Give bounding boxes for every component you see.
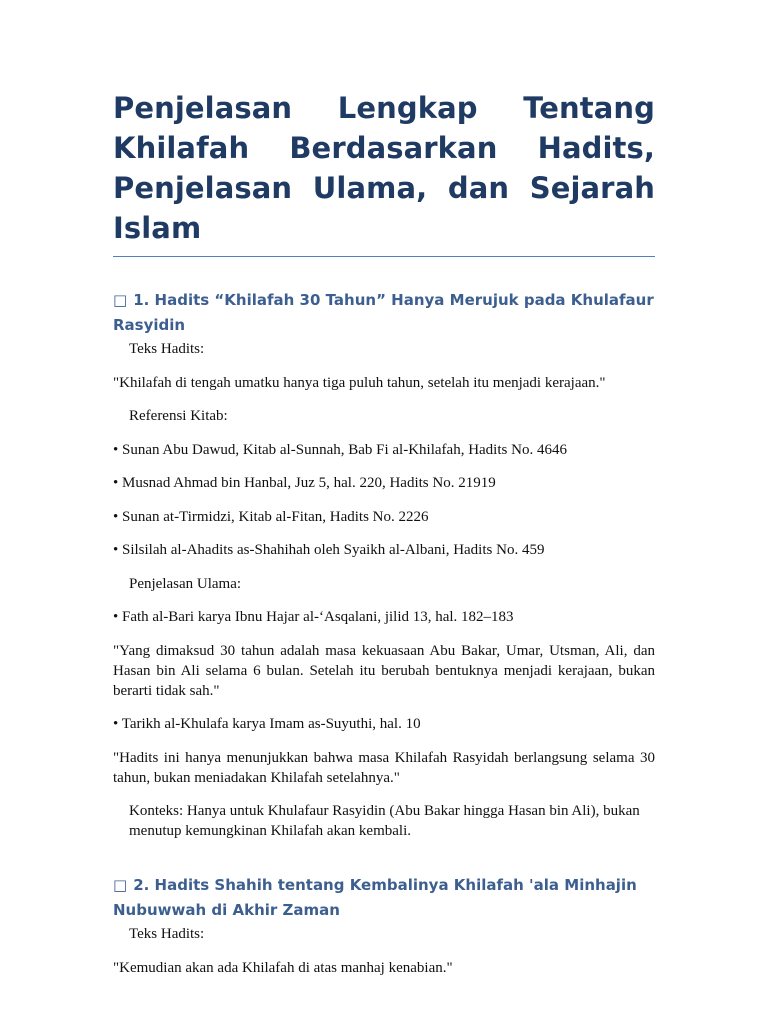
teks-hadits-label: Teks Hadits: — [129, 926, 205, 942]
ulama-quote: "Hadits ini hanya menunjukkan bahwa masa Khilafah Rasyidah berlangsung selama 30 tahun, bukan meniadakan Khilafah setelahnya." — [113, 749, 655, 786]
ulama-source-item: • Fath al-Bari karya Ibnu Hajar al-‘Asqalani, jilid 13, hal. 182–183 — [113, 609, 514, 625]
reference-item: • Sunan Abu Dawud, Kitab al-Sunnah, Bab Fi al-Khilafah, Hadits No. 4646 — [113, 441, 567, 458]
ulama-quote: "Yang dimaksud 30 tahun adalah masa kekuasaan Abu Bakar, Umar, Utsman, Ali, dan Hasan bin Ali selama 6 bulan. Setelah itu berubah bentuknya menjadi kerajaan, bukan berarti tidak sah." — [113, 642, 655, 699]
hadits-quote: "Kemudian akan ada Khilafah di atas manhaj kenabian." — [113, 959, 453, 976]
missing-glyph-icon: □ — [113, 291, 128, 309]
penjelasan-ulama-label: Penjelasan Ulama: — [129, 575, 242, 592]
section-2-heading — [113, 873, 655, 923]
konteks-paragraph: Konteks: Hanya untuk Khulafaur Rasyidin (Abu Bakar hingga Hasan bin Ali), bukan menutup kemungkinan Khilafah akan kembali. — [129, 803, 640, 839]
section-2-heading-text: 2. Hadits Shahih tentang Kembalinya Khilafah 'ala Minhajin Nubuwwah di Akhir Zaman — [113, 876, 637, 919]
reference-item: • Musnad Ahmad bin Hanbal, Juz 5, hal. 220, Hadits No. 21919 — [113, 475, 496, 491]
hadits-quote: "Khilafah di tengah umatku hanya tiga puluh tahun, setelah itu menjadi kerajaan." — [113, 374, 606, 391]
document-title: Penjelasan Lengkap Tentang Khilafah Berdasarkan Hadits, Penjelasan Ulama, dan Sejarah Islam — [113, 88, 655, 257]
referensi-kitab-label: Referensi Kitab: — [129, 408, 228, 424]
missing-glyph-icon: □ — [113, 876, 128, 894]
reference-item: • Sunan at-Tirmidzi, Kitab al-Fitan, Hadits No. 2226 — [113, 508, 429, 525]
ulama-source-item: • Tarikh al-Khulafa karya Imam as-Suyuthi, hal. 10 — [113, 716, 421, 732]
document-page — [113, 88, 655, 978]
section-1-heading — [113, 288, 655, 338]
reference-item: • Silsilah al-Ahadits as-Shahihah oleh Syaikh al-Albani, Hadits No. 459 — [113, 542, 545, 558]
section-1-heading-text: 1. Hadits “Khilafah 30 Tahun” Hanya Merujuk pada Khulafaur Rasyidin — [113, 291, 654, 334]
teks-hadits-label: Teks Hadits: — [129, 341, 205, 357]
